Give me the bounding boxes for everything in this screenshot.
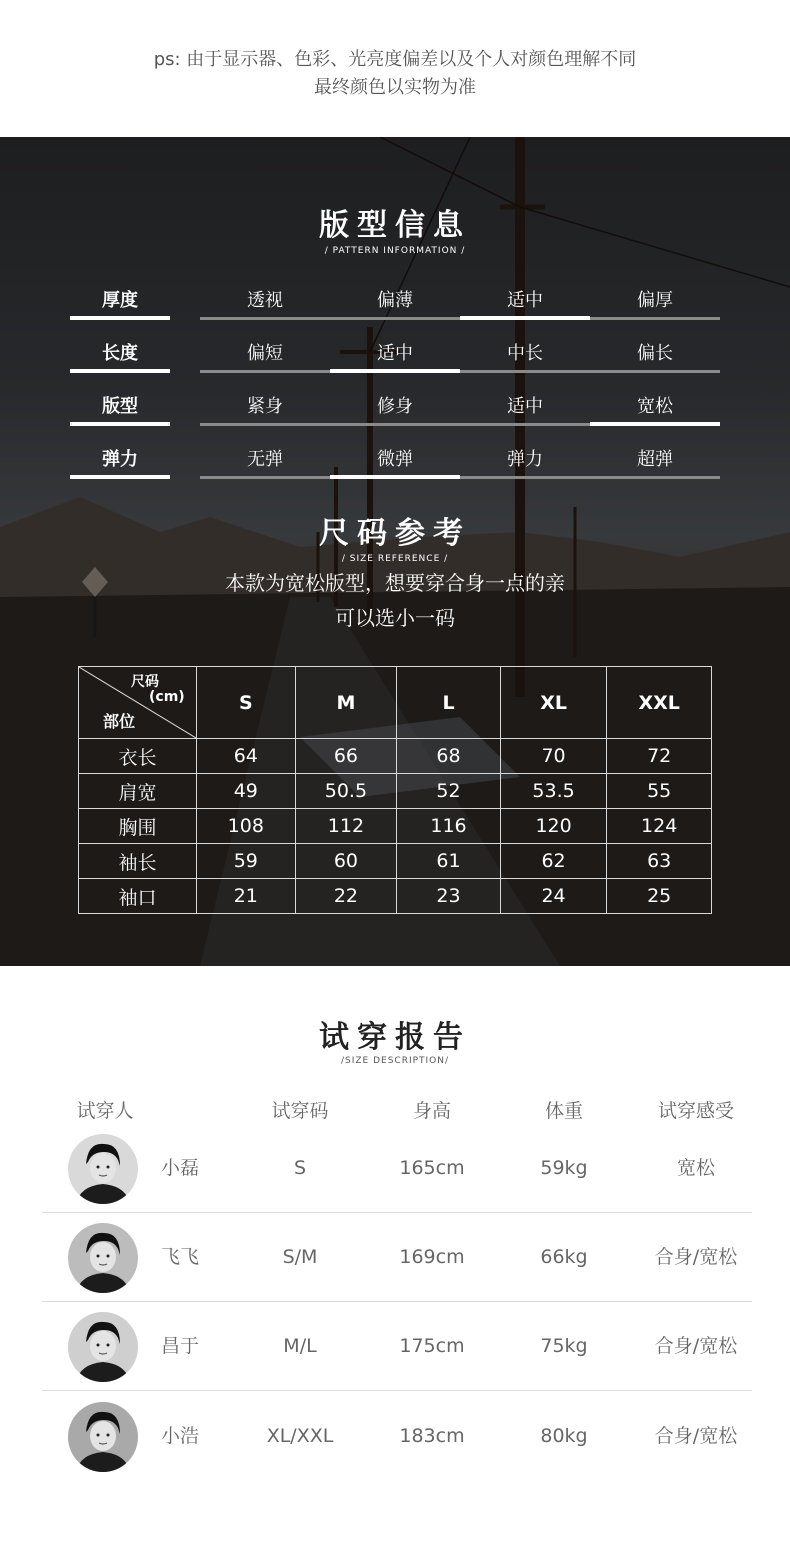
disclaimer-line-1: ps: 由于显示器、色彩、光亮度偏差以及个人对颜色理解不同 <box>153 49 637 70</box>
size-reference-heading <box>0 508 790 564</box>
pattern-row-label-underline <box>70 316 170 320</box>
size-table-header-row <box>79 667 712 739</box>
pattern-option-selected-indicator <box>330 475 460 479</box>
size-table-row <box>79 774 712 809</box>
header-trial-size: 试穿码 <box>271 1100 329 1122</box>
pattern-row <box>70 445 720 479</box>
size-value-cell: 59 <box>197 844 296 879</box>
tester-row <box>42 1123 752 1213</box>
size-column-header: XL <box>500 667 607 739</box>
size-value-cell: 68 <box>397 739 501 774</box>
size-column-header: M <box>295 667 397 739</box>
tester-size: S <box>293 1157 307 1179</box>
tester-row <box>42 1212 752 1302</box>
size-value-cell: 116 <box>397 809 501 844</box>
pattern-option: 适中 <box>507 290 543 311</box>
pattern-info-title: 版型信息 <box>319 208 471 243</box>
pattern-row-label: 长度 <box>102 343 138 364</box>
size-value-cell: 55 <box>607 774 712 809</box>
color-disclaimer <box>0 0 790 137</box>
avatar <box>68 1223 138 1293</box>
try-on-heading <box>0 1012 790 1066</box>
tester-height: 175cm <box>399 1335 465 1357</box>
header-tester: 试穿人 <box>76 1100 134 1122</box>
tester-weight: 59kg <box>540 1157 588 1179</box>
pattern-option-selected-indicator <box>590 422 720 426</box>
pattern-row-label-underline <box>70 422 170 426</box>
size-value-cell: 62 <box>500 844 607 879</box>
size-value-cell: 24 <box>500 879 607 914</box>
size-value-cell: 49 <box>197 774 296 809</box>
tester-weight: 66kg <box>540 1246 588 1268</box>
size-intro-line-1: 本款为宽松版型，想要穿合身一点的亲 <box>225 571 565 595</box>
pattern-option: 偏短 <box>247 343 283 364</box>
size-table <box>78 666 712 914</box>
size-value-cell: 70 <box>500 739 607 774</box>
size-value-cell: 64 <box>197 739 296 774</box>
avatar <box>68 1134 138 1204</box>
header-feel: 试穿感受 <box>657 1100 734 1122</box>
pattern-row-label-underline <box>70 475 170 479</box>
size-value-cell: 112 <box>295 809 397 844</box>
pattern-option: 适中 <box>377 343 413 364</box>
size-value-cell: 66 <box>295 739 397 774</box>
size-column-header: S <box>197 667 296 739</box>
tester-name: 飞飞 <box>160 1246 199 1268</box>
tester-height: 169cm <box>399 1246 465 1268</box>
tester-size: XL/XXL <box>266 1425 334 1447</box>
size-table-row <box>79 879 712 914</box>
avatar <box>68 1312 138 1382</box>
size-value-cell: 108 <box>197 809 296 844</box>
size-value-cell: 53.5 <box>500 774 607 809</box>
size-column-header: XXL <box>607 667 712 739</box>
size-value-cell: 22 <box>295 879 397 914</box>
tester-row <box>42 1391 752 1481</box>
size-table-row <box>79 844 712 879</box>
size-table-corner-cell <box>79 667 197 739</box>
pattern-row <box>70 286 720 320</box>
pattern-option-selected-indicator <box>330 369 460 373</box>
size-table-row <box>79 809 712 844</box>
pattern-row-label: 版型 <box>102 396 138 417</box>
size-part-label: 胸围 <box>79 809 197 844</box>
pattern-row-label: 厚度 <box>102 290 138 311</box>
header-height: 身高 <box>412 1100 451 1122</box>
size-part-label: 衣长 <box>79 739 197 774</box>
pattern-option-track <box>200 370 720 373</box>
header-weight: 体重 <box>544 1100 583 1122</box>
pattern-option: 透视 <box>247 290 283 311</box>
pattern-info-subtitle: / PATTERN INFORMATION / <box>324 246 466 256</box>
tester-feel: 宽松 <box>676 1157 715 1179</box>
corner-part-label: 部位 <box>103 712 136 731</box>
tester-weight: 75kg <box>540 1335 588 1357</box>
tester-feel: 合身/宽松 <box>654 1425 738 1447</box>
size-part-label: 袖口 <box>79 879 197 914</box>
tester-feel: 合身/宽松 <box>654 1335 738 1357</box>
size-value-cell: 52 <box>397 774 501 809</box>
size-value-cell: 61 <box>397 844 501 879</box>
size-value-cell: 23 <box>397 879 501 914</box>
tester-name: 小浩 <box>160 1425 199 1447</box>
size-value-cell: 25 <box>607 879 712 914</box>
size-value-cell: 63 <box>607 844 712 879</box>
pattern-option: 弹力 <box>507 449 543 470</box>
pattern-info-heading <box>0 200 790 256</box>
pattern-option: 适中 <box>507 396 543 417</box>
corner-size-label: 尺码 <box>131 674 159 690</box>
size-column-header: L <box>397 667 501 739</box>
size-intro-line-2: 可以选小一码 <box>335 606 455 630</box>
size-value-cell: 50.5 <box>295 774 397 809</box>
pattern-row <box>70 339 720 373</box>
tester-feel: 合身/宽松 <box>654 1246 738 1268</box>
avatar-photo <box>68 1312 138 1382</box>
pattern-row <box>70 392 720 426</box>
tester-height: 165cm <box>399 1157 465 1179</box>
pattern-option: 微弹 <box>377 449 413 470</box>
pattern-option: 宽松 <box>637 396 673 417</box>
try-on-title: 试穿报告 <box>319 1020 471 1055</box>
pattern-option: 无弹 <box>247 449 283 470</box>
tester-weight: 80kg <box>540 1425 588 1447</box>
pattern-option-track <box>200 476 720 479</box>
pattern-option: 修身 <box>377 396 413 417</box>
pattern-option: 偏薄 <box>377 290 413 311</box>
tester-size: M/L <box>283 1335 317 1357</box>
avatar-photo <box>68 1134 138 1204</box>
size-value-cell: 72 <box>607 739 712 774</box>
pattern-option-selected-indicator <box>460 316 590 320</box>
tester-name: 昌于 <box>160 1335 199 1357</box>
size-table-row <box>79 739 712 774</box>
size-value-cell: 21 <box>197 879 296 914</box>
pattern-option: 偏厚 <box>637 290 673 311</box>
size-part-label: 肩宽 <box>79 774 197 809</box>
size-value-cell: 60 <box>295 844 397 879</box>
tester-name: 小磊 <box>160 1157 199 1179</box>
tester-row <box>42 1301 752 1391</box>
size-part-label: 袖长 <box>79 844 197 879</box>
try-on-subtitle: /SIZE DESCRIPTION/ <box>340 1056 450 1066</box>
tester-size: S/M <box>282 1246 318 1268</box>
size-value-cell: 120 <box>500 809 607 844</box>
avatar-photo <box>68 1402 138 1472</box>
pattern-option: 超弹 <box>637 449 673 470</box>
avatar <box>68 1402 138 1472</box>
size-reference-subtitle: / SIZE REFERENCE / <box>341 554 449 564</box>
tester-height: 183cm <box>399 1425 465 1447</box>
pattern-option: 中长 <box>507 343 543 364</box>
pattern-row-label: 弹力 <box>102 449 138 470</box>
size-value-cell: 124 <box>607 809 712 844</box>
corner-unit-label: (cm) <box>149 689 185 705</box>
disclaimer-line-2: 最终颜色以实物为准 <box>314 77 476 98</box>
pattern-row-label-underline <box>70 369 170 373</box>
pattern-option: 紧身 <box>247 396 283 417</box>
avatar-photo <box>68 1223 138 1293</box>
pattern-option: 偏长 <box>637 343 673 364</box>
size-reference-title: 尺码参考 <box>319 516 471 551</box>
